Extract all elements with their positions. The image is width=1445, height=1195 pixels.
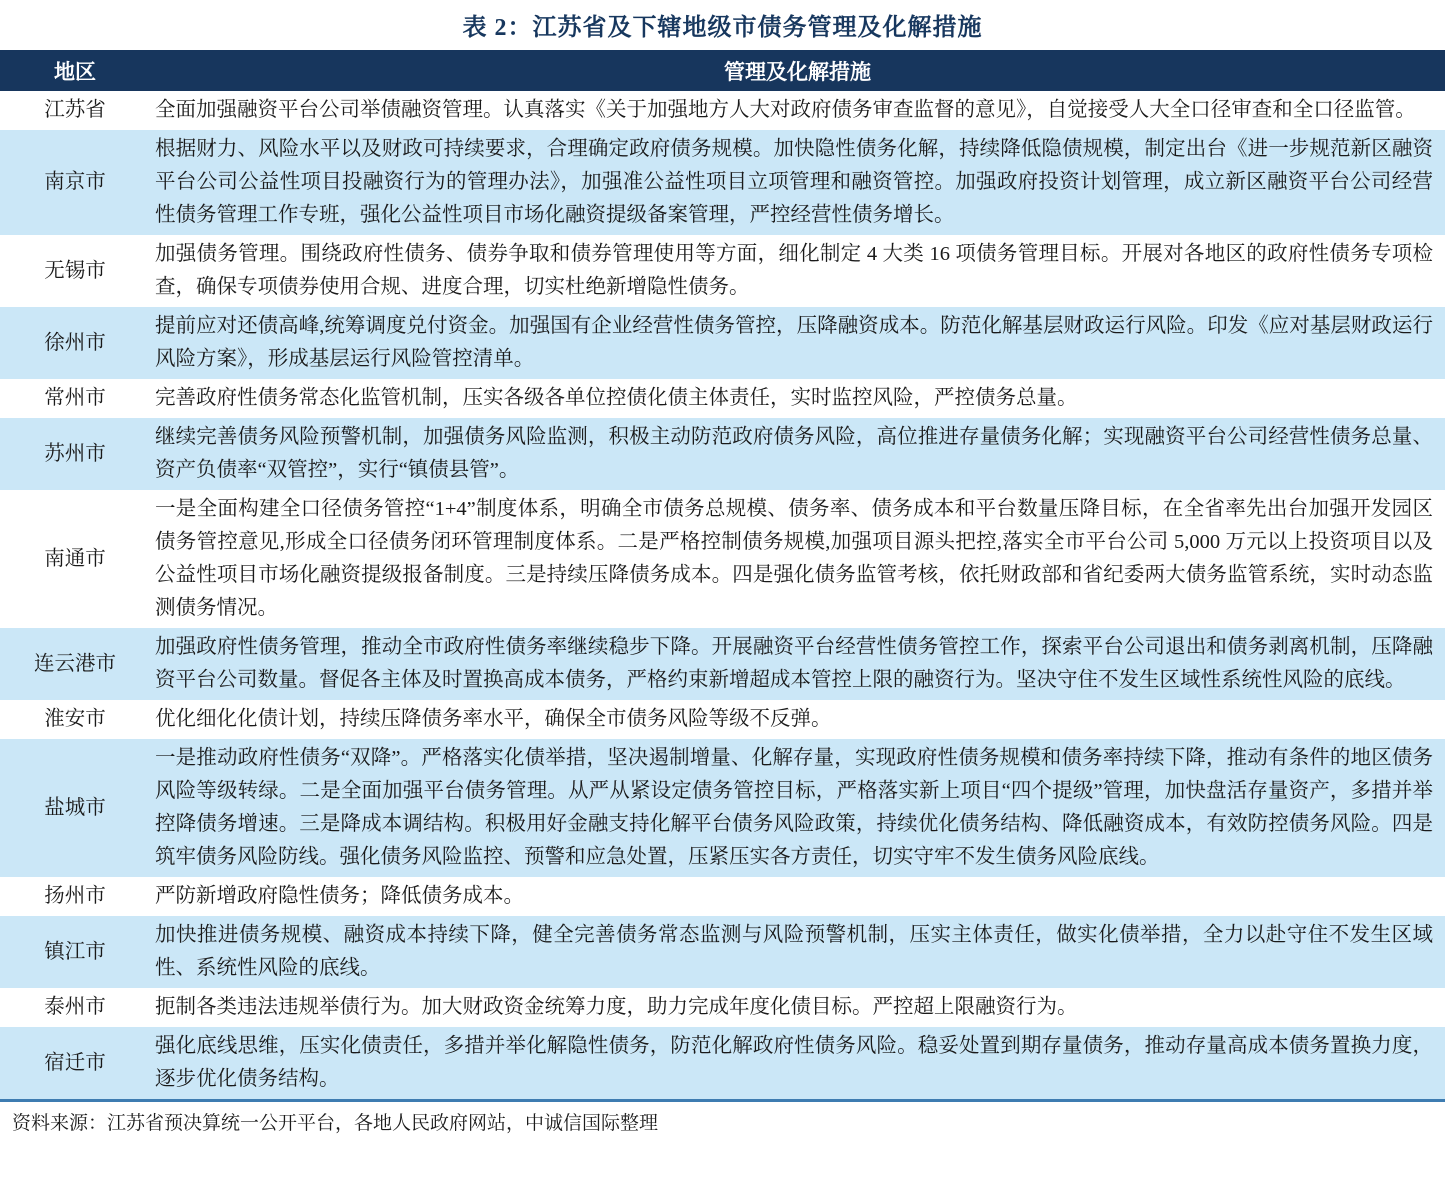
table-row	[0, 91, 1445, 130]
table-row	[0, 877, 1445, 916]
header-measures: 管理及化解措施	[150, 50, 1445, 91]
measure-cell: 一是全面构建全口径债务管控“1+4”制度体系，明确全市债务总规模、债务率、债务成本和平台数量压降目标，在全省率先出台加强开发园区债务管控意见,形成全口径债务闭环管理制度体系。二是严格控制债务规模,加强项目源头把控,落实全市平台公司 5,000 万元以上投资项目以及公益性项目市场化融资提级报备制度。三是持续压降债务成本。四是强化债务监管考核，依托财政部和省纪委两大债务监管系统，实时动态监测债务情况。	[155, 498, 1433, 619]
debt-measures-table	[0, 50, 1445, 1102]
measure-cell: 根据财力、风险水平以及财政可持续要求，合理确定政府债务规模。加快隐性债务化解，持续降低隐债规模，制定出台《进一步规范新区融资平台公司公益性项目投融资行为的管理办法》，加强准公益性项目立项管理和融资管控。加强政府投资计划管理，成立新区融资平台公司经营性债务管理工作专班，强化公益性项目市场化融资提级备案管理，严控经营性债务增长。	[155, 138, 1433, 226]
header-row	[0, 50, 1445, 91]
table-row	[0, 916, 1445, 988]
region-cell: 镇江市	[44, 940, 106, 963]
table-row	[0, 1027, 1445, 1101]
measure-cell: 加强债务管理。围绕政府性债务、债券争取和债券管理使用等方面，细化制定 4 大类 16 项债务管理目标。开展对各地区的政府性债务专项检查，确保专项债券使用合规、进度合理，切实杜绝新增隐性债务。	[155, 243, 1433, 298]
measure-cell: 严防新增政府隐性债务；降低债务成本。	[155, 885, 524, 907]
table-row	[0, 739, 1445, 877]
region-cell: 南通市	[44, 547, 106, 570]
measure-cell: 加快推进债务规模、融资成本持续下降，健全完善债务常态监测与风险预警机制，压实主体责任，做实化债举措，全力以赴守住不发生区域性、系统性风险的底线。	[155, 924, 1433, 979]
measure-cell: 强化底线思维，压实化债责任，多措并举化解隐性债务，防范化解政府性债务风险。稳妥处置到期存量债务，推动存量高成本债务置换力度，逐步优化债务结构。	[155, 1035, 1433, 1090]
table-row	[0, 418, 1445, 490]
table-row	[0, 988, 1445, 1027]
region-cell: 宿迁市	[44, 1051, 106, 1074]
measure-cell: 扼制各类违法违规举债行为。加大财政资金统筹力度，助力完成年度化债目标。严控超上限融资行为。	[155, 996, 1078, 1018]
table-row	[0, 700, 1445, 739]
measure-cell: 完善政府性债务常态化监管机制，压实各级各单位控债化债主体责任，实时监控风险，严控债务总量。	[155, 387, 1078, 409]
region-cell: 常州市	[44, 387, 106, 409]
table-row	[0, 307, 1445, 379]
region-cell: 盐城市	[44, 796, 106, 819]
table-row	[0, 130, 1445, 235]
source-note: 资料来源：江苏省预决算统一公开平台，各地人民政府网站，中诚信国际整理	[12, 1113, 659, 1134]
measure-cell: 提前应对还债高峰,统筹调度兑付资金。加强国有企业经营性债务管控，压降融资成本。防范化解基层财政运行风险。印发《应对基层财政运行风险方案》，形成基层运行风险管控清单。	[155, 315, 1433, 370]
measure-cell: 继续完善债务风险预警机制，加强债务风险监测，积极主动防范政府债务风险，高位推进存量债务化解；实现融资平台公司经营性债务总量、资产负债率“双管控”，实行“镇债县管”。	[155, 426, 1433, 481]
region-cell: 苏州市	[44, 442, 106, 465]
table-row	[0, 379, 1445, 418]
measure-cell: 全面加强融资平台公司举债融资管理。认真落实《关于加强地方人大对政府债务审查监督的意见》，自觉接受人大全口径审查和全口径监管。	[155, 99, 1416, 121]
region-cell: 江苏省	[44, 99, 106, 121]
table-row	[0, 235, 1445, 307]
table-row	[0, 490, 1445, 628]
region-cell: 扬州市	[44, 885, 106, 907]
region-cell: 淮安市	[44, 708, 106, 730]
table-title: 表 2：江苏省及下辖地级市债务管理及化解措施	[462, 15, 983, 41]
region-cell: 徐州市	[44, 331, 106, 354]
region-cell: 泰州市	[44, 996, 106, 1018]
header-region: 地区	[0, 50, 150, 91]
region-cell: 南京市	[44, 171, 106, 193]
region-cell: 连云港市	[34, 652, 116, 675]
measure-cell: 加强政府性债务管理，推动全市政府性债务率继续稳步下降。开展融资平台经营性债务管控工作，探索平台公司退出和债务剥离机制，压降融资平台公司数量。督促各主体及时置换高成本债务，严格约束新增超成本管控上限的融资行为。坚决守住不发生区域性系统性风险的底线。	[155, 636, 1433, 691]
table-row	[0, 628, 1445, 700]
measure-cell: 一是推动政府性债务“双降”。严格落实化债举措，坚决遏制增量、化解存量，实现政府性债务规模和债务率持续下降，推动有条件的地区债务风险等级转绿。二是全面加强平台债务管理。从严从紧设定债务管控目标，严格落实新上项目“四个提级”管理，加快盘活存量资产，多措并举控降债务增速。三是降成本调结构。积极用好金融支持化解平台债务风险政策，持续优化债务结构、降低融资成本，有效防控债务风险。四是筑牢债务风险防线。强化债务风险监控、预警和应急处置，压紧压实各方责任，切实守牢不发生债务风险底线。	[155, 747, 1433, 868]
measure-cell: 优化细化化债计划，持续压降债务率水平，确保全市债务风险等级不反弹。	[155, 708, 832, 730]
region-cell: 无锡市	[44, 259, 106, 282]
